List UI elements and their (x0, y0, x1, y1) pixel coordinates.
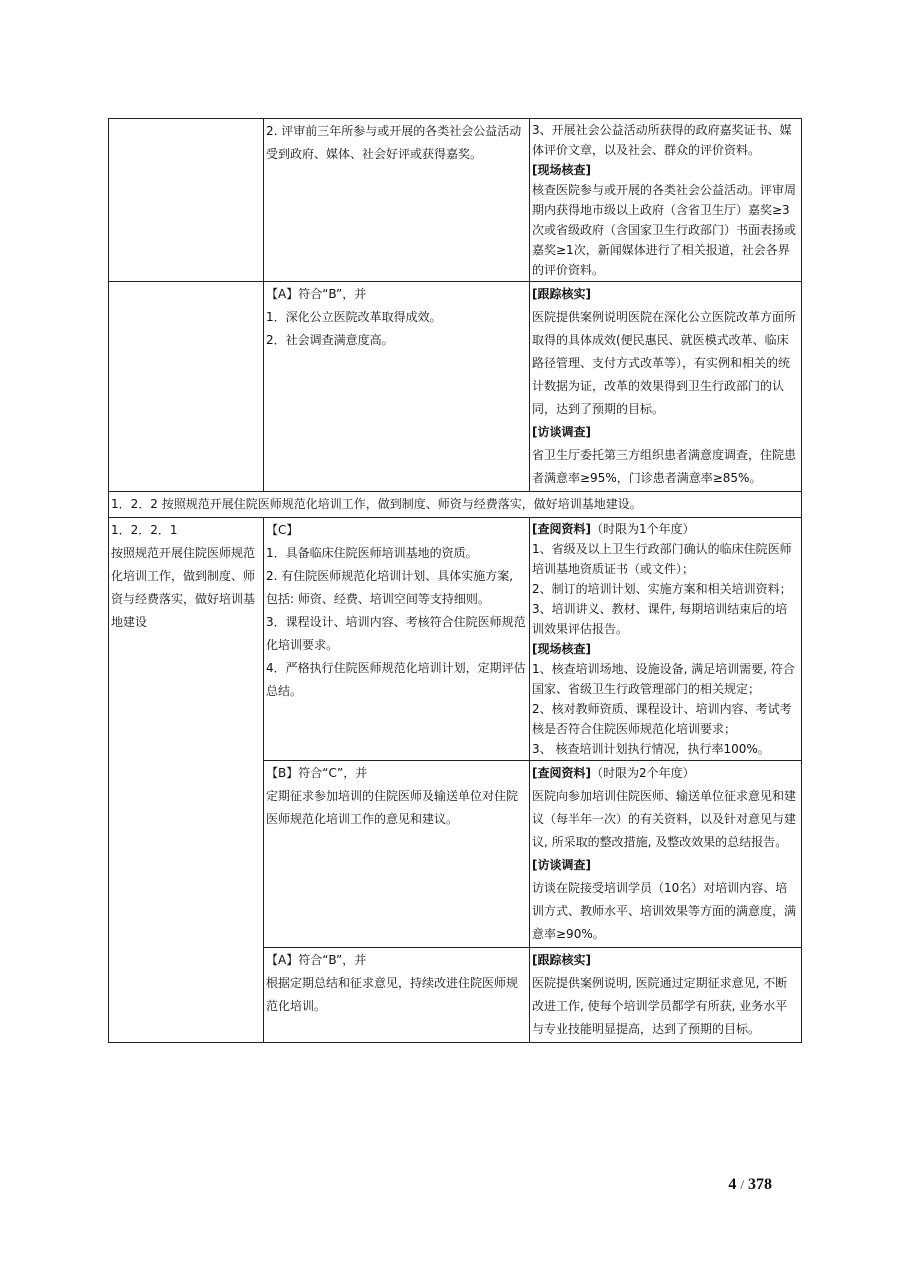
evidence-heading-label: [跟踪核实] (532, 953, 591, 967)
cell-criteria (264, 518, 530, 761)
page-number (728, 1176, 772, 1194)
evidence-text-body: 1、核查培训场地、设施设备, 满足培训需要, 符合国家、省级卫生行政管理部门的相关规定； (532, 662, 795, 696)
evidence-heading (532, 421, 799, 444)
evidence-heading (532, 160, 799, 180)
evidence-heading (532, 762, 799, 785)
page-current: 4 (728, 1176, 737, 1193)
evidence-heading-label: [访谈调查] (532, 425, 591, 439)
evidence-heading-label: [查阅资料] (532, 766, 591, 780)
evidence-text (532, 739, 799, 759)
cell-item (109, 518, 264, 1043)
evidence-text (532, 599, 799, 639)
evidence-text (532, 539, 799, 579)
evidence-text-body: 省卫生厅委托第三方组织患者满意度调查，住院患者满意率≥95%，门诊患者满意率≥85%。 (532, 448, 797, 485)
cell-evidence (530, 948, 802, 1043)
evidence-text-body: 核查医院参与或开展的各类社会公益活动。评审周期内获得地市级以上政府（含省卫生厅）嘉奖≥3次或省级政府（含国家卫生行政部门）书面表扬或嘉奖≥1次，新闻媒体进行了相关报道，社会各界的评价资料。 (532, 183, 797, 277)
evidence-text-body: 医院提供案例说明, 医院通过定期征求意见, 不断改进工作, 使每个培训学员都学有所获, 业务水平与专业技能明显提高，达到了预期的目标。 (532, 976, 788, 1036)
cell-evidence (530, 119, 802, 282)
evidence-text (532, 785, 799, 854)
evidence-heading (532, 283, 799, 306)
criteria-line: 【B】符合“C”，并 (266, 766, 368, 780)
item-number: 1．2．2．1 (111, 523, 178, 537)
evidence-heading (532, 949, 799, 972)
criteria-line: 4．严格执行住院医师规范化培训计划，定期评估总结。 (266, 661, 526, 698)
evidence-heading-label: [查阅资料] (532, 522, 591, 536)
cell-criteria (264, 948, 530, 1043)
cell-left (109, 282, 264, 492)
evidence-text (532, 877, 799, 946)
cell-left (109, 119, 264, 282)
evidence-heading (532, 519, 799, 539)
criteria-line: 2. 有住院医师规范化培训计划、具体实施方案, 包括: 师资、经费、培训空间等支持细则。 (266, 569, 514, 606)
evidence-text (532, 659, 799, 699)
evidence-period: （时限为2个年度） (590, 766, 695, 780)
evidence-text-body: 3、 核查培训计划执行情况，执行率100%。 (532, 742, 770, 756)
evidence-text-body: 医院提供案例说明医院在深化公立医院改革方面所取得的具体成效(便民惠民、就医模式改革、临床路径管理、支付方式改革等），有实例和相关的统计数据为证，改革的效果得到卫生行政部门的认同，达到了预期的目标。 (532, 310, 797, 416)
evidence-text (532, 972, 799, 1041)
evidence-text-body: 3、培训讲义、教材、课件, 每期培训结束后的培训效果评估报告。 (532, 602, 788, 636)
evidence-heading-label: [访谈调查] (532, 858, 591, 872)
cell-evidence (530, 761, 802, 948)
evidence-heading (532, 854, 799, 877)
table-row (109, 282, 802, 492)
cell-criteria (264, 119, 530, 282)
standards-table (108, 118, 802, 1043)
evidence-text-body: 2、核对教师资质、课程设计、培训内容、考试考核是否符合住院医师规范化培训要求； (532, 702, 792, 736)
section-heading: 1．2．2 按照规范开展住院医师规范化培训工作，做到制度、师资与经费落实，做好培训基地建设。 (109, 492, 802, 518)
evidence-text-body: 1、省级及以上卫生行政部门确认的临床住院医师培训基地资质证书（或文件）； (532, 542, 792, 576)
criteria-line: 1．具备临床住院医师培训基地的资质。 (266, 546, 478, 560)
evidence-period: （时限为1个年度） (590, 522, 695, 536)
evidence-text-body: 2、制订的培训计划、实施方案和相关培训资料； (532, 582, 792, 596)
cell-evidence (530, 282, 802, 492)
criteria-line: 2．社会调查满意度高。 (266, 333, 394, 347)
evidence-text-body: 3、开展社会公益活动所获得的政府嘉奖证书、媒体评价文章，以及社会、群众的评价资料。 (532, 123, 792, 157)
criteria-line: 1．深化公立医院改革取得成效。 (266, 310, 442, 324)
page-total: 378 (748, 1176, 772, 1193)
evidence-text (532, 699, 799, 739)
criteria-line: 定期征求参加培训的住院医师及输送单位对住院医师规范化培训工作的意见和建议。 (266, 789, 519, 826)
item-title: 按照规范开展住院医师规范化培训工作，做到制度、师资与经费落实，做好培训基地建设 (111, 546, 256, 629)
criteria-line: 【A】符合“B”，并 (266, 287, 367, 301)
section-row (109, 492, 802, 518)
criteria-line: 【C】 (266, 523, 299, 537)
criteria-line: 根据定期总结和征求意见，持续改进住院医师规范化培训。 (266, 976, 519, 1013)
evidence-heading-label: [现场核查] (532, 642, 591, 656)
criteria-line: 3．课程设计、培训内容、考核符合住院医师规范化培训要求。 (266, 615, 526, 652)
evidence-heading-label: [跟踪核实] (532, 287, 591, 301)
cell-criteria (264, 761, 530, 948)
evidence-text (532, 306, 799, 421)
evidence-text (532, 180, 799, 280)
criteria-line: 2. 评审前三年所参与或开展的各类社会公益活动受到政府、媒体、社会好评或获得嘉奖。 (266, 124, 522, 161)
evidence-text (532, 579, 799, 599)
evidence-heading (532, 639, 799, 659)
evidence-text-body: 访谈在院接受培训学员（10名）对培训内容、培训方式、教师水平、培训效果等方面的满意度，满意率≥90%。 (532, 881, 797, 941)
cell-criteria (264, 282, 530, 492)
evidence-text (532, 444, 799, 490)
evidence-heading-label: [现场核查] (532, 163, 591, 177)
cell-evidence (530, 518, 802, 761)
criteria-line: 【A】符合“B”，并 (266, 953, 367, 967)
evidence-text (532, 120, 799, 160)
table-row (109, 119, 802, 282)
evidence-text-body: 医院向参加培训住院医师、输送单位征求意见和建议（每半年一次）的有关资料，以及针对意见与建议, 所采取的整改措施, 及整改效果的总结报告。 (532, 789, 797, 849)
page-separator: / (740, 1177, 744, 1192)
table-row (109, 518, 802, 761)
